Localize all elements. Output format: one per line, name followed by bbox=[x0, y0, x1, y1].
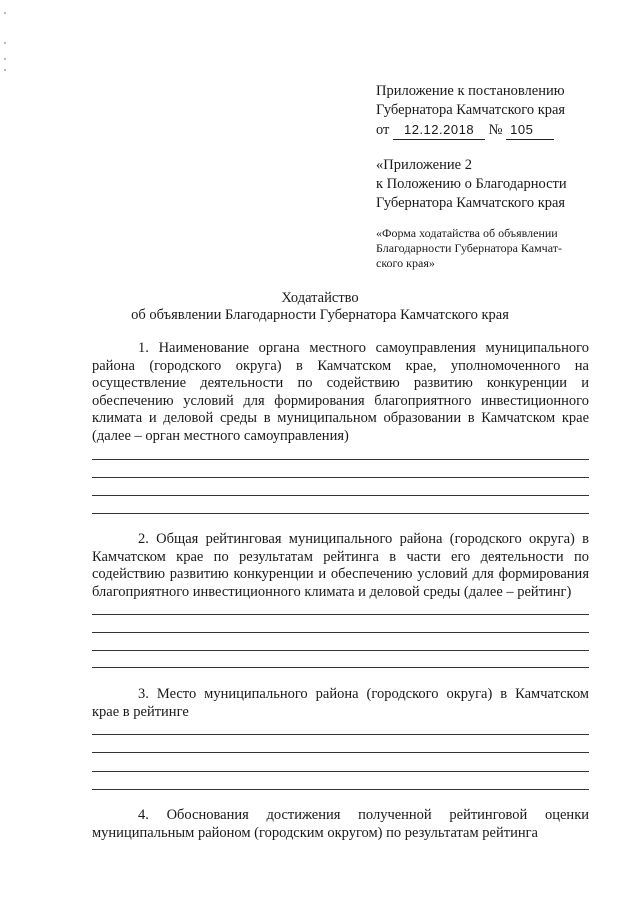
form-note-line-1: «Форма ходатайства об объявлении bbox=[376, 226, 558, 240]
item-1-fill-line[interactable] bbox=[92, 495, 589, 496]
scan-mark bbox=[4, 58, 6, 60]
appendix2-line-1: «Приложение 2 bbox=[376, 157, 472, 173]
from-label: от bbox=[376, 122, 390, 138]
item-3-text: 3. Место муниципального района (городского округа) в Камчатском крае в рейтинге bbox=[92, 686, 589, 720]
item-1-text: 1. Наименование органа местного самоуправления муниципального района (городского округа) в Камчатском крае, уполномоченного на осуществление деятельности по содействию развитию конкуренции и обеспечению условий для формирования благоприятного инвестиционного климата и деловой среды в муниципальном образовании в Камчатском крае (далее – орган местного самоуправления) bbox=[92, 340, 589, 444]
document-title bbox=[0, 290, 640, 324]
appendix-header bbox=[376, 82, 565, 140]
item-2-fill-line[interactable] bbox=[92, 632, 589, 633]
decree-date: 12.12.2018 bbox=[393, 120, 485, 140]
appendix-date-number-line bbox=[376, 120, 565, 140]
item-2-fill-line[interactable] bbox=[92, 650, 589, 651]
appendix-line-2: Губернатора Камчатского края bbox=[376, 102, 566, 118]
item-2-fill-line[interactable] bbox=[92, 614, 589, 615]
title-line-1: Ходатайство bbox=[281, 290, 359, 306]
item-4-text: 4. Обоснования достижения полученной рейтинговой оценки муниципальным районом (городским округом) по результатам рейтинга bbox=[92, 807, 589, 841]
scan-mark bbox=[4, 12, 6, 14]
decree-number: 105 bbox=[506, 120, 554, 140]
form-note-line-2: Благодарности Губернатора Камчат- bbox=[376, 241, 562, 255]
appendix2-header bbox=[376, 156, 567, 213]
form-note bbox=[376, 226, 591, 271]
item-3-fill-line[interactable] bbox=[92, 752, 589, 753]
item-1-fill-line[interactable] bbox=[92, 477, 589, 478]
item-1-fill-line[interactable] bbox=[92, 513, 589, 514]
number-label: № bbox=[488, 122, 503, 138]
appendix2-line-2: к Положению о Благодарности bbox=[376, 176, 567, 192]
form-note-line-3: ского края» bbox=[376, 256, 435, 270]
item-2-fill-line[interactable] bbox=[92, 667, 589, 668]
scan-mark bbox=[4, 69, 6, 71]
appendix2-line-3: Губернатора Камчатского края bbox=[376, 195, 566, 211]
item-3-fill-line[interactable] bbox=[92, 734, 589, 735]
item-3-fill-line[interactable] bbox=[92, 789, 589, 790]
scan-mark bbox=[4, 42, 6, 44]
appendix-line-1: Приложение к постановлению bbox=[376, 83, 565, 99]
item-1-fill-line[interactable] bbox=[92, 459, 589, 460]
item-2-text: 2. Общая рейтинговая муниципального района (городского округа) в Камчатском крае по результатам рейтинга в части его деятельности по содействию развитию конкуренции и обеспечению условий для формирования благоприятного инвестиционного климата и деловой среды (далее – рейтинг) bbox=[92, 531, 589, 600]
item-3-fill-line[interactable] bbox=[92, 771, 589, 772]
title-line-2: об объявлении Благодарности Губернатора Камчатского края bbox=[131, 307, 509, 323]
